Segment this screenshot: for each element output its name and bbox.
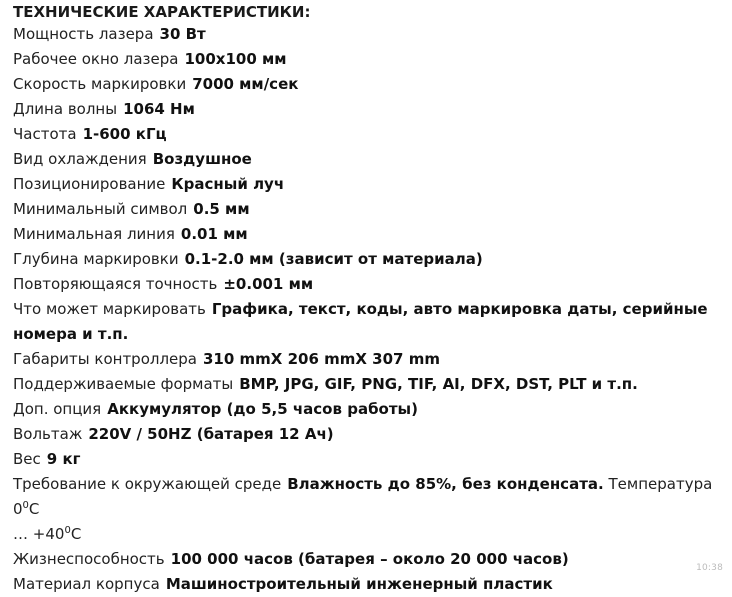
spec-value: 100х100 мм xyxy=(184,50,287,68)
temperature-range: … +40 xyxy=(13,525,65,543)
spec-value: 30 Вт xyxy=(159,25,206,43)
degree-mark: 0 xyxy=(64,525,71,536)
spec-row xyxy=(13,372,725,397)
spec-label: Повторяющаяся точность xyxy=(13,275,218,293)
spec-label: Длина волны xyxy=(13,100,118,118)
spec-row xyxy=(13,122,725,147)
spec-row xyxy=(13,572,725,597)
spec-row xyxy=(13,72,725,97)
spec-label: Жизнеспособность xyxy=(13,550,165,568)
spec-value: Графика, текст, коды, авто маркировка даты, серийные номера и т.п. xyxy=(13,300,708,343)
spec-value: 310 mmX 206 mmX 307 mm xyxy=(203,350,440,368)
spec-value: Влажность до 85%, без конденсата. xyxy=(287,475,604,493)
spec-row xyxy=(13,47,725,72)
spec-row xyxy=(13,222,725,247)
spec-list xyxy=(13,22,725,597)
spec-value: 220V / 50HZ (батарея 12 Ач) xyxy=(88,425,334,443)
spec-label: Габариты контроллера xyxy=(13,350,197,368)
spec-row xyxy=(13,347,725,372)
spec-label: Рабочее окно лазера xyxy=(13,50,179,68)
spec-row xyxy=(13,547,725,572)
spec-row xyxy=(13,397,725,422)
spec-label: Материал корпуса xyxy=(13,575,160,593)
spec-value: 0.01 мм xyxy=(180,225,248,243)
spec-value: ±0.001 мм xyxy=(223,275,314,293)
spec-label: Минимальная линия xyxy=(13,225,175,243)
spec-value: 0.5 мм xyxy=(193,200,250,218)
spec-row xyxy=(13,247,725,272)
spec-label: Вес xyxy=(13,450,41,468)
spec-row xyxy=(13,172,725,197)
spec-label: Минимальный символ xyxy=(13,200,188,218)
spec-value: BMP, JPG, GIF, PNG, TIF, AI, DFX, DST, PLT и т.п. xyxy=(239,375,638,393)
spec-value: 7000 мм/сек xyxy=(192,75,299,93)
spec-value: Красный луч xyxy=(171,175,285,193)
spec-label: Вольтаж xyxy=(13,425,83,443)
spec-row xyxy=(13,97,725,122)
spec-label: Поддерживаемые форматы xyxy=(13,375,234,393)
spec-label: Требование к окружающей среде xyxy=(13,475,282,493)
spec-row xyxy=(13,297,725,347)
spec-row xyxy=(13,147,725,172)
spec-label: Глубина маркировки xyxy=(13,250,179,268)
spec-value: Аккумулятор (до 5,5 часов работы) xyxy=(107,400,418,418)
spec-row-environment xyxy=(13,472,725,547)
spec-value: 100 000 часов (батарея – около 20 000 часов) xyxy=(170,550,569,568)
spec-value: 9 кг xyxy=(46,450,81,468)
degree-mark: 0 xyxy=(22,500,29,511)
spec-value: 0.1-2.0 мм (зависит от материала) xyxy=(184,250,483,268)
spec-label: Мощность лазера xyxy=(13,25,154,43)
spec-label: Позиционирование xyxy=(13,175,166,193)
temperature-unit: C xyxy=(28,500,40,518)
spec-label: Вид охлаждения xyxy=(13,150,147,168)
spec-row xyxy=(13,197,725,222)
spec-row xyxy=(13,422,725,447)
spec-row xyxy=(13,447,725,472)
spec-label: Доп. опция xyxy=(13,400,102,418)
spec-label: Что может маркировать xyxy=(13,300,206,318)
spec-row xyxy=(13,272,725,297)
spec-value: Воздушное xyxy=(152,150,252,168)
spec-row xyxy=(13,22,725,47)
spec-value: 1064 Нм xyxy=(123,100,195,118)
spec-heading: ТЕХНИЧЕСКИЕ ХАРАКТЕРИСТИКИ: xyxy=(13,3,311,21)
message-timestamp: 10:38 xyxy=(696,563,723,573)
spec-sheet xyxy=(13,3,725,597)
spec-value: 1-600 кГц xyxy=(82,125,167,143)
spec-value: Машиностроительный инженерный пластик xyxy=(165,575,553,593)
temperature-unit: C xyxy=(70,525,82,543)
spec-label: Скорость маркировки xyxy=(13,75,187,93)
spec-label: Частота xyxy=(13,125,77,143)
temperature-text: Температура 0 xyxy=(13,475,713,518)
